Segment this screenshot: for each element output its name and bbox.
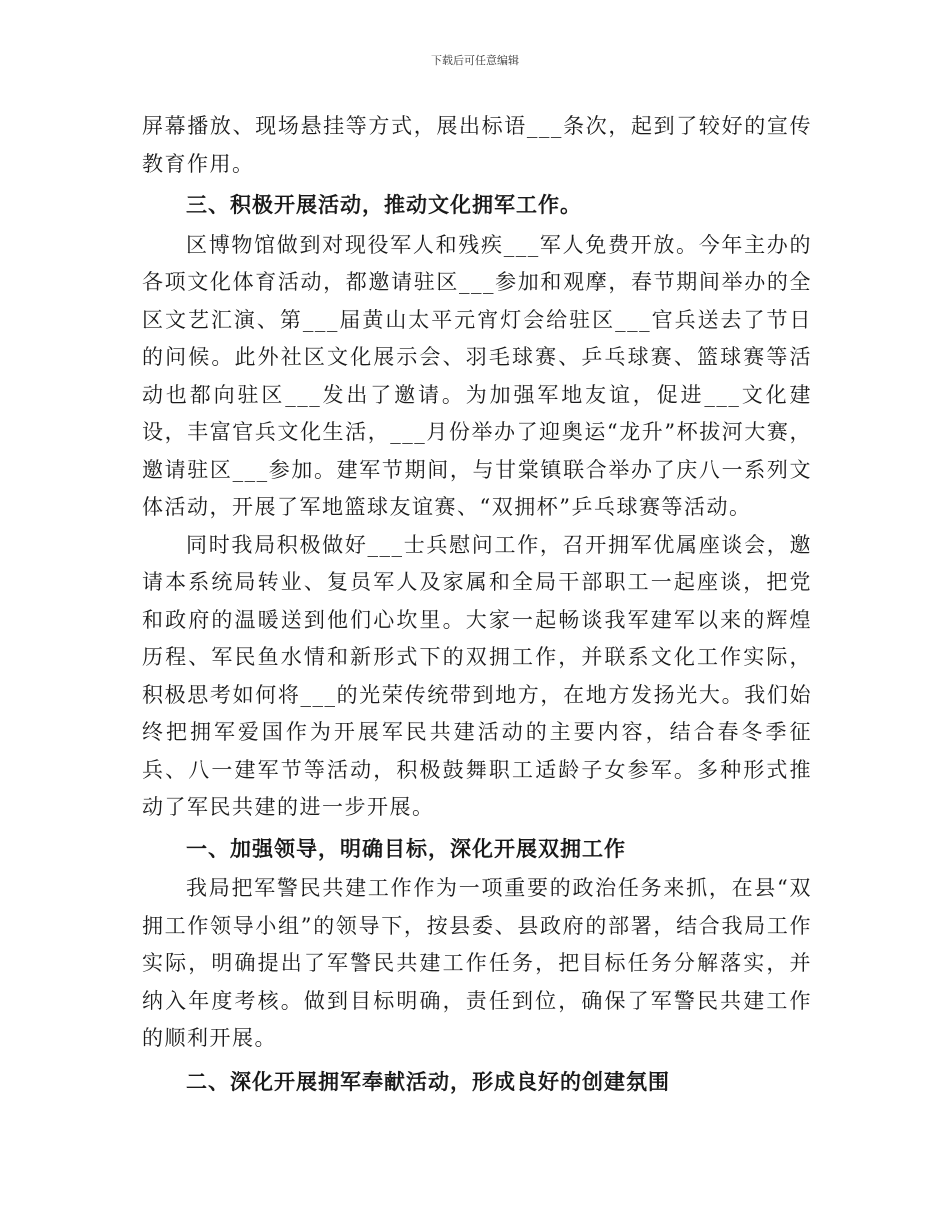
document-body	[142, 108, 812, 1100]
paragraph-soldier-visits: 同时我局积极做好___士兵慰问工作，召开拥军优属座谈会，邀请本系统局转业、复员军人及家属和全局干部职工一起座谈，把党和政府的温暖送到他们心坎里。大家一起畅谈我军建军以来的辉煌历程、军民鱼水情和新形式下的双拥工作，并联系文化工作实际，积极思考如何将___的光荣传统带到地方，在地方发扬光大。我们始终把拥军爱国作为开展军民共建活动的主要内容，结合春冬季征兵、八一建军节等活动，积极鼓舞职工适龄子女参军。多种形式推动了军民共建的进一步开展。	[142, 532, 812, 819]
paragraph-leadership: 我局把军警民共建工作作为一项重要的政治任务来抓，在县“双拥工作领导小组”的领导下，按县委、县政府的部署，结合我局工作实际，明确提出了军警民共建工作任务，把目标任务分解落实，并纳入年度考核。做到目标明确，责任到位，确保了军警民共建工作的顺利开展。	[142, 876, 812, 1050]
page-header: 下载后可任意编辑	[431, 54, 519, 67]
section-heading-1: 一、加强领导，明确目标，深化开展双拥工作	[186, 835, 626, 861]
section-heading-3: 三、积极开展活动，推动文化拥军工作。	[186, 192, 582, 217]
paragraph-intro: 屏幕播放、现场悬挂等方式，展出标语___条次，起到了较好的宣传教育作用。	[142, 114, 812, 176]
paragraph-museum-activities: 区博物馆做到对现役军人和残疾___军人免费开放。今年主办的各项文化体育活动，都邀请驻区___参加和观摩，春节期间举办的全区文艺汇演、第___届黄山太平元宵灯会给驻区___官兵送去了节日的问候。此外社区文化展示会、羽毛球赛、乒乓球赛、篮球赛等活动也都向驻区___发出了邀请。为加强军地友谊，促进___文化建设，丰富官兵文化生活，___月份举办了迎奥运“龙升”杯拔河大赛，邀请驻区___参加。建军节期间，与甘棠镇联合举办了庆八一系列文体活动，开展了军地篮球友谊赛、“双拥杯”乒乓球赛等活动。	[142, 232, 812, 519]
section-heading-2: 二、深化开展拥军奉献活动，形成良好的创建氛围	[186, 1068, 670, 1094]
